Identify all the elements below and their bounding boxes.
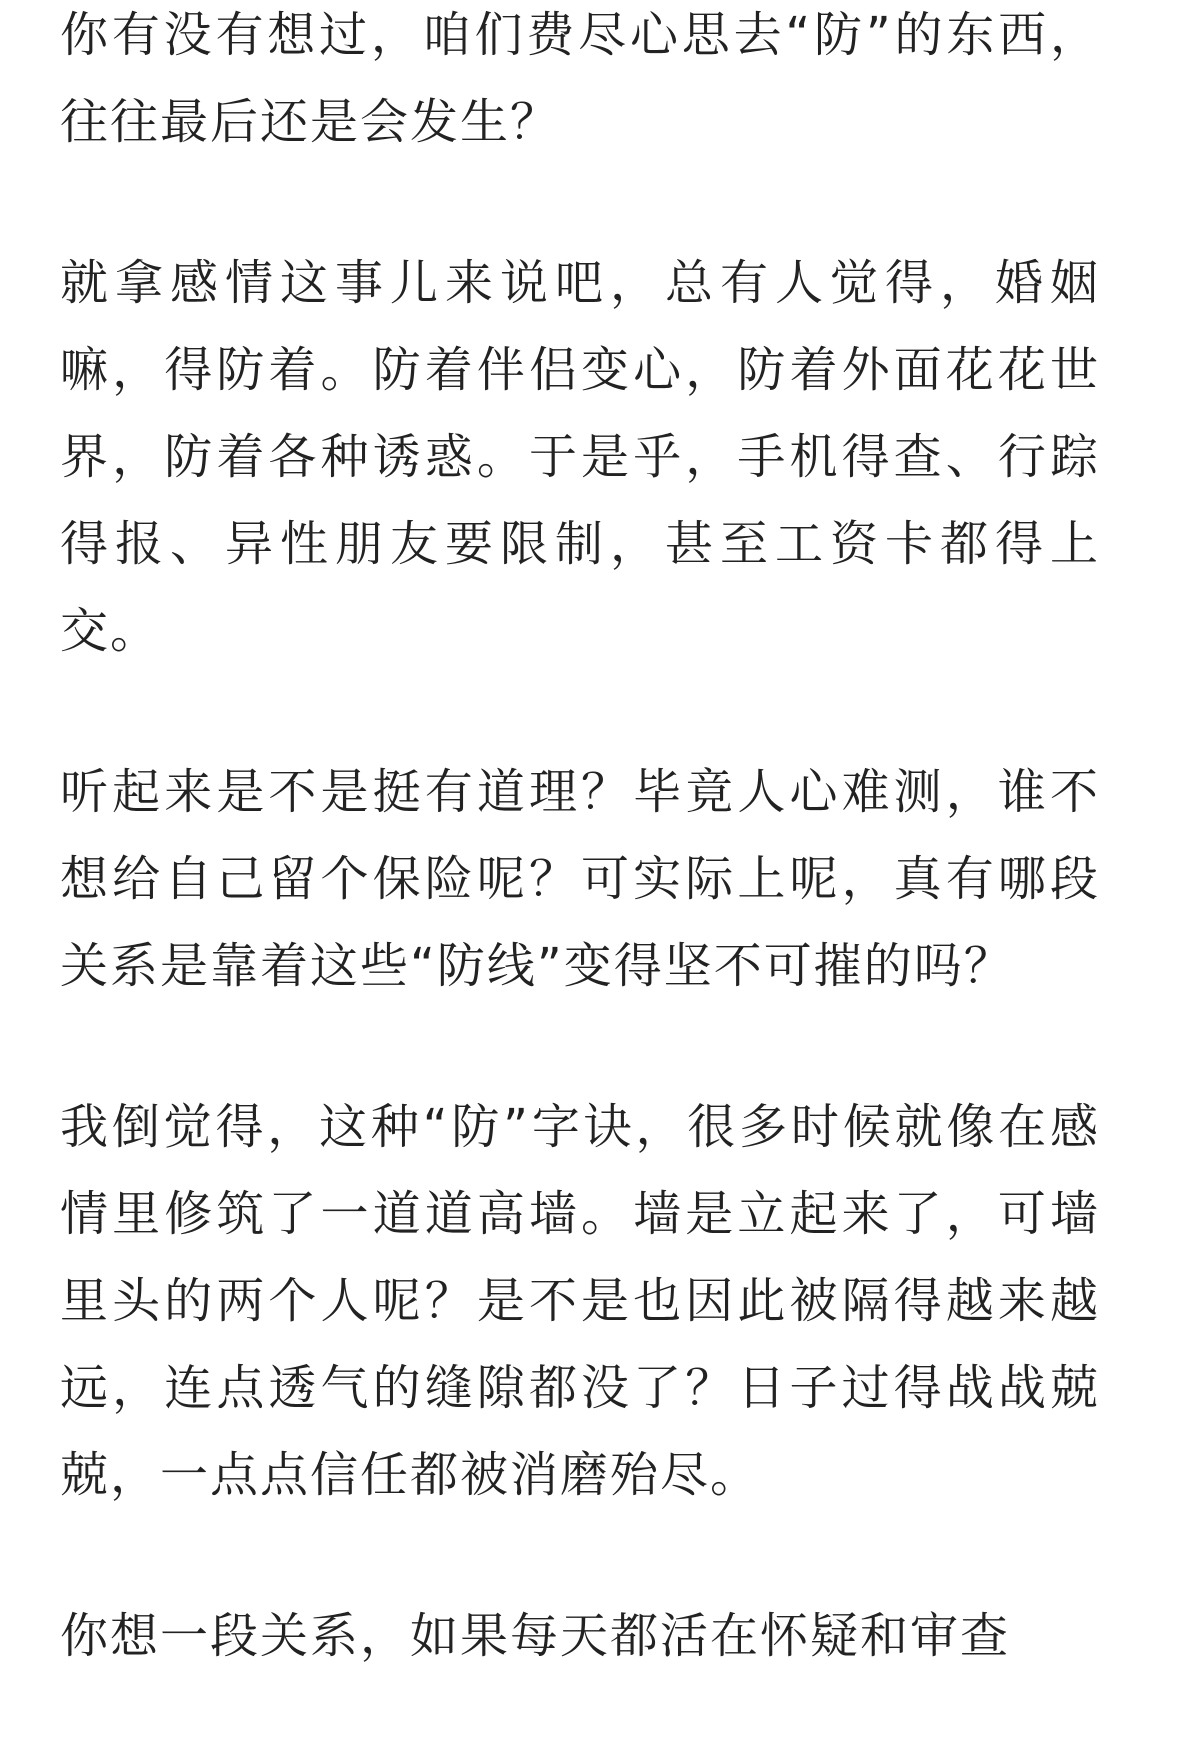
paragraph: 听起来是不是挺有道理？毕竟人心难测，谁不想给自己留个保险呢？可实际上呢，真有哪段关系是靠着这些“防线”变得坚不可摧的吗？ [60,764,1100,994]
article-body [60,0,1100,1754]
paragraph: 我倒觉得，这种“防”字诀，很多时候就像在感情里修筑了一道道高墙。墙是立起来了，可墙里头的两个人呢？是不是也因此被隔得越来越远，连点透气的缝隙都没了？日子过得战战兢兢，一点点信任都被消磨殆尽。 [60,1099,1100,1503]
paragraph: 你有没有想过，咱们费尽心思去“防”的东西，往往最后还是会发生？ [60,7,1100,150]
paragraph: 就拿感情这事儿来说吧，总有人觉得，婚姻嘛，得防着。防着伴侣变心，防着外面花花世界，防着各种诱惑。于是乎，手机得查、行踪得报、异性朋友要限制，甚至工资卡都得上交。 [60,255,1100,659]
paragraph: 你想一段关系，如果每天都活在怀疑和审查 [60,1608,1011,1664]
